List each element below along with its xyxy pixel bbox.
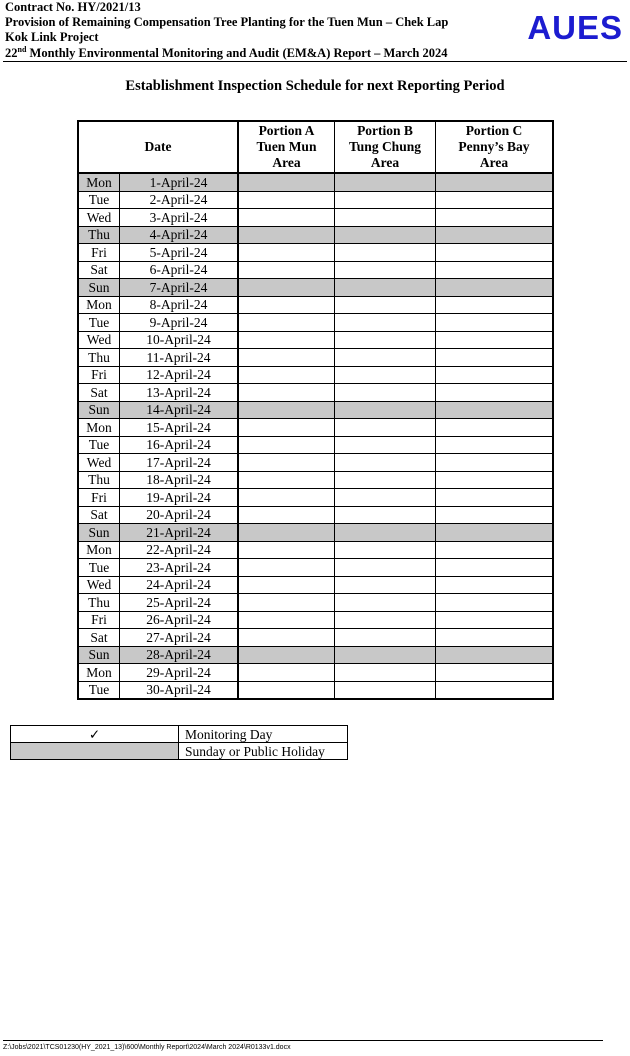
portion-a-cell — [238, 401, 335, 419]
portion-a-cell — [238, 506, 335, 524]
table-row — [78, 366, 553, 384]
date-cell: 17-April-24 — [120, 454, 239, 472]
table-row — [78, 541, 553, 559]
table-row — [78, 191, 553, 209]
portion-c-cell — [436, 611, 554, 629]
portion-c-cell — [436, 173, 554, 191]
portion-c-cell — [436, 244, 554, 262]
portion-c-cell — [436, 209, 554, 227]
day-cell: Tue — [78, 681, 120, 699]
date-column-header: Date — [78, 121, 238, 173]
day-cell: Sat — [78, 506, 120, 524]
day-cell: Mon — [78, 541, 120, 559]
portion-a-cell — [238, 646, 335, 664]
legend-table — [10, 725, 348, 760]
aues-logo: AUES — [527, 9, 623, 46]
date-cell: 21-April-24 — [120, 524, 239, 542]
date-cell: 12-April-24 — [120, 366, 239, 384]
date-cell: 14-April-24 — [120, 401, 239, 419]
portion-b-cell — [335, 226, 436, 244]
date-cell: 15-April-24 — [120, 419, 239, 437]
portion-a-cell — [238, 611, 335, 629]
portion-b-cell — [335, 664, 436, 682]
portion-b-cell — [335, 594, 436, 612]
date-cell: 7-April-24 — [120, 279, 239, 297]
table-row — [78, 419, 553, 437]
day-cell: Mon — [78, 419, 120, 437]
portion-a-cell — [238, 419, 335, 437]
portion-a-cell — [238, 279, 335, 297]
footer-divider — [3, 1040, 603, 1041]
portion-c-cell — [436, 436, 554, 454]
date-cell: 11-April-24 — [120, 349, 239, 367]
portion-b-cell — [335, 401, 436, 419]
legend-row-holiday — [11, 743, 348, 760]
table-row — [78, 244, 553, 262]
portion-a-header — [238, 121, 335, 173]
portion-c-cell — [436, 594, 554, 612]
portion-a-line1: Portion A — [258, 123, 315, 138]
portion-b-cell — [335, 681, 436, 699]
day-cell: Sat — [78, 261, 120, 279]
portion-a-cell — [238, 489, 335, 507]
day-cell: Thu — [78, 226, 120, 244]
date-cell: 6-April-24 — [120, 261, 239, 279]
day-cell: Mon — [78, 296, 120, 314]
table-row — [78, 296, 553, 314]
day-cell: Fri — [78, 611, 120, 629]
day-cell: Wed — [78, 331, 120, 349]
date-cell: 26-April-24 — [120, 611, 239, 629]
portion-c-cell — [436, 419, 554, 437]
day-cell: Sun — [78, 279, 120, 297]
date-cell: 28-April-24 — [120, 646, 239, 664]
table-row — [78, 331, 553, 349]
table-row — [78, 384, 553, 402]
portion-b-cell — [335, 349, 436, 367]
holiday-label: Sunday or Public Holiday — [179, 743, 348, 760]
table-row — [78, 611, 553, 629]
portion-c-cell — [436, 366, 554, 384]
table-row — [78, 401, 553, 419]
day-cell: Thu — [78, 471, 120, 489]
page-title: Establishment Inspection Schedule for next Reporting Period — [125, 78, 505, 94]
portion-c-cell — [436, 629, 554, 647]
portion-b-cell — [335, 576, 436, 594]
portion-a-cell — [238, 173, 335, 191]
monitoring-day-label: Monitoring Day — [179, 726, 348, 743]
report-title-text: Monthly Environmental Monitoring and Audit (EM&A) Report – March 2024 — [26, 45, 448, 60]
table-row — [78, 646, 553, 664]
day-cell: Wed — [78, 576, 120, 594]
holiday-swatch — [11, 743, 179, 760]
day-cell: Mon — [78, 173, 120, 191]
table-row — [78, 173, 553, 191]
portion-b-cell — [335, 296, 436, 314]
day-cell: Thu — [78, 594, 120, 612]
portion-a-cell — [238, 261, 335, 279]
check-mark-swatch: ✓ — [11, 726, 179, 743]
table-row — [78, 209, 553, 227]
portion-c-cell — [436, 401, 554, 419]
table-row — [78, 454, 553, 472]
portion-b-cell — [335, 646, 436, 664]
portion-a-cell — [238, 244, 335, 262]
portion-c-cell — [436, 541, 554, 559]
day-cell: Sat — [78, 384, 120, 402]
portion-c-cell — [436, 559, 554, 577]
portion-a-cell — [238, 576, 335, 594]
table-row — [78, 681, 553, 699]
project-title-line1: Provision of Remaining Compensation Tree Planting for the Tuen Mun – Chek Lap — [5, 15, 449, 30]
report-number: 22 — [5, 45, 18, 60]
date-cell: 5-April-24 — [120, 244, 239, 262]
day-cell: Tue — [78, 314, 120, 332]
date-cell: 24-April-24 — [120, 576, 239, 594]
portion-c-cell — [436, 489, 554, 507]
date-cell: 30-April-24 — [120, 681, 239, 699]
portion-a-cell — [238, 209, 335, 227]
portion-b-cell — [335, 384, 436, 402]
portion-b-line2: Tung Chung — [349, 139, 421, 154]
date-cell: 3-April-24 — [120, 209, 239, 227]
day-cell: Sun — [78, 646, 120, 664]
date-cell: 13-April-24 — [120, 384, 239, 402]
portion-b-cell — [335, 489, 436, 507]
date-cell: 25-April-24 — [120, 594, 239, 612]
portion-c-cell — [436, 524, 554, 542]
portion-a-cell — [238, 594, 335, 612]
day-cell: Tue — [78, 436, 120, 454]
portion-c-cell — [436, 191, 554, 209]
date-cell: 22-April-24 — [120, 541, 239, 559]
inspection-schedule-table — [77, 120, 554, 700]
table-row — [78, 629, 553, 647]
portion-a-cell — [238, 664, 335, 682]
portion-a-cell — [238, 226, 335, 244]
day-cell: Sat — [78, 629, 120, 647]
portion-a-cell — [238, 524, 335, 542]
table-row — [78, 664, 553, 682]
portion-b-cell — [335, 541, 436, 559]
portion-c-cell — [436, 646, 554, 664]
table-row — [78, 471, 553, 489]
portion-b-cell — [335, 506, 436, 524]
portion-c-header — [436, 121, 554, 173]
portion-c-cell — [436, 384, 554, 402]
portion-a-cell — [238, 191, 335, 209]
table-row — [78, 261, 553, 279]
portion-b-cell — [335, 261, 436, 279]
portion-a-cell — [238, 471, 335, 489]
portion-a-cell — [238, 314, 335, 332]
portion-a-cell — [238, 559, 335, 577]
file-path-footer: Z:\Jobs\2021\TCS01230(HY_2021_13)\600\Monthly Report\2024\March 2024\R0133v1.docx — [3, 1044, 291, 1051]
portion-b-cell — [335, 524, 436, 542]
report-title — [5, 46, 625, 61]
date-cell: 18-April-24 — [120, 471, 239, 489]
portion-c-cell — [436, 506, 554, 524]
portion-a-cell — [238, 681, 335, 699]
table-row — [78, 506, 553, 524]
portion-a-cell — [238, 296, 335, 314]
legend-row-monitoring — [11, 726, 348, 743]
portion-b-cell — [335, 331, 436, 349]
portion-b-cell — [335, 471, 436, 489]
day-cell: Sun — [78, 524, 120, 542]
date-cell: 1-April-24 — [120, 173, 239, 191]
portion-b-cell — [335, 209, 436, 227]
date-cell: 29-April-24 — [120, 664, 239, 682]
day-cell: Thu — [78, 349, 120, 367]
date-cell: 27-April-24 — [120, 629, 239, 647]
portion-b-cell — [335, 611, 436, 629]
portion-c-cell — [436, 296, 554, 314]
portion-c-cell — [436, 226, 554, 244]
header-divider — [3, 61, 627, 62]
portion-c-cell — [436, 576, 554, 594]
table-row — [78, 559, 553, 577]
portion-b-cell — [335, 244, 436, 262]
portion-c-cell — [436, 279, 554, 297]
portion-b-cell — [335, 419, 436, 437]
portion-a-cell — [238, 366, 335, 384]
portion-b-cell — [335, 454, 436, 472]
portion-a-cell — [238, 541, 335, 559]
portion-c-cell — [436, 349, 554, 367]
date-cell: 2-April-24 — [120, 191, 239, 209]
date-cell: 23-April-24 — [120, 559, 239, 577]
portion-c-cell — [436, 471, 554, 489]
portion-c-cell — [436, 331, 554, 349]
portion-b-cell — [335, 436, 436, 454]
portion-a-cell — [238, 629, 335, 647]
portion-c-cell — [436, 454, 554, 472]
schedule-body — [78, 173, 553, 699]
portion-b-header — [335, 121, 436, 173]
portion-b-cell — [335, 366, 436, 384]
portion-b-line3: Area — [370, 155, 400, 170]
portion-a-cell — [238, 384, 335, 402]
portion-c-cell — [436, 261, 554, 279]
date-cell: 19-April-24 — [120, 489, 239, 507]
day-cell: Wed — [78, 454, 120, 472]
day-cell: Wed — [78, 209, 120, 227]
date-cell: 16-April-24 — [120, 436, 239, 454]
portion-a-line3: Area — [272, 155, 301, 170]
portion-a-cell — [238, 331, 335, 349]
portion-b-line1: Portion B — [357, 123, 413, 138]
table-row — [78, 436, 553, 454]
portion-c-line2: Penny’s Bay — [458, 139, 530, 154]
table-row — [78, 489, 553, 507]
day-cell: Mon — [78, 664, 120, 682]
day-cell: Tue — [78, 559, 120, 577]
report-ordinal-suffix: nd — [17, 44, 27, 54]
day-cell: Fri — [78, 244, 120, 262]
portion-b-cell — [335, 173, 436, 191]
day-cell: Sun — [78, 401, 120, 419]
table-row — [78, 576, 553, 594]
portion-c-line1: Portion C — [465, 123, 523, 138]
date-cell: 4-April-24 — [120, 226, 239, 244]
table-row — [78, 524, 553, 542]
portion-c-cell — [436, 314, 554, 332]
date-cell: 8-April-24 — [120, 296, 239, 314]
date-cell: 9-April-24 — [120, 314, 239, 332]
portion-b-cell — [335, 191, 436, 209]
table-row — [78, 349, 553, 367]
portion-a-cell — [238, 349, 335, 367]
date-cell: 10-April-24 — [120, 331, 239, 349]
contract-number: Contract No. HY/2021/13 — [5, 0, 141, 14]
table-header-row — [78, 121, 553, 173]
table-row — [78, 279, 553, 297]
day-cell: Fri — [78, 366, 120, 384]
portion-c-cell — [436, 664, 554, 682]
day-cell: Tue — [78, 191, 120, 209]
project-title-line2: Kok Link Project — [5, 30, 99, 45]
portion-a-cell — [238, 436, 335, 454]
portion-b-cell — [335, 629, 436, 647]
table-row — [78, 594, 553, 612]
date-cell: 20-April-24 — [120, 506, 239, 524]
portion-c-cell — [436, 681, 554, 699]
portion-b-cell — [335, 279, 436, 297]
portion-a-line2: Tuen Mun — [256, 139, 317, 154]
portion-b-cell — [335, 314, 436, 332]
portion-b-cell — [335, 559, 436, 577]
day-cell: Fri — [78, 489, 120, 507]
portion-c-line3: Area — [479, 155, 509, 170]
table-row — [78, 226, 553, 244]
table-row — [78, 314, 553, 332]
portion-a-cell — [238, 454, 335, 472]
